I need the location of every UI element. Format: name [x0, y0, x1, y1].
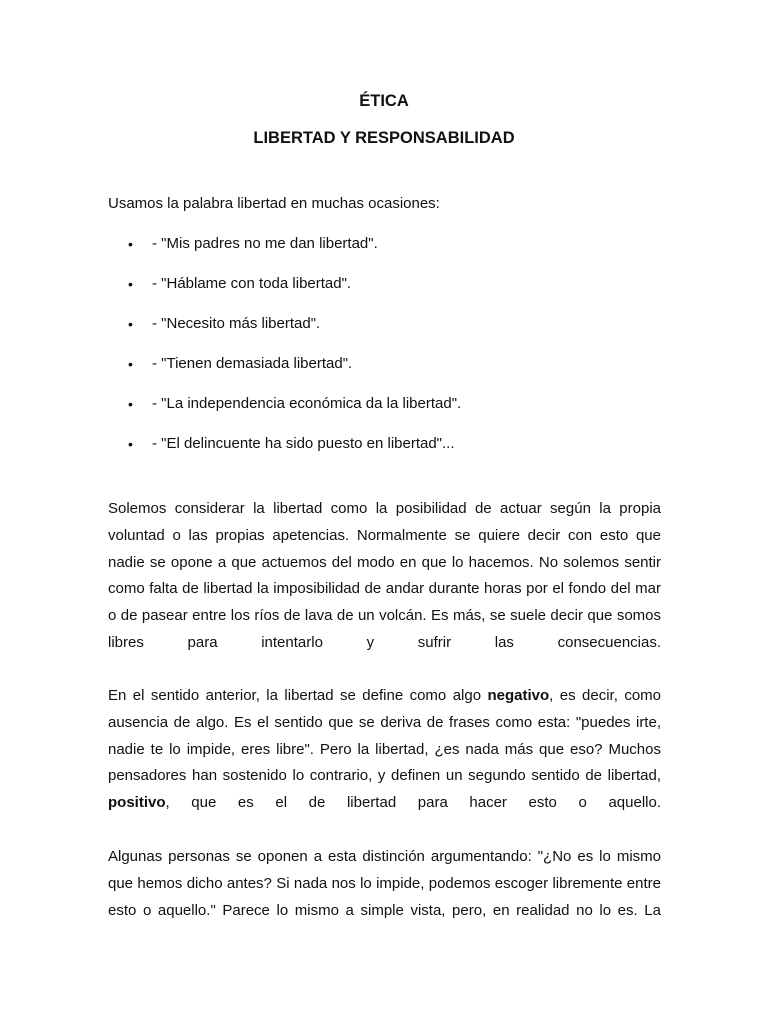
list-item [108, 315, 461, 355]
bold-term-positivo: positivo [108, 794, 166, 812]
list-item [108, 395, 461, 435]
bullet-marker: • [128, 316, 133, 332]
list-item-text: - "Mis padres no me dan libertad". [152, 235, 378, 252]
list-item [108, 435, 461, 475]
list-item-text: - "Tienen demasiada libertad". [152, 355, 353, 372]
paragraph-2-text: , es decir, como ausencia de algo. Es el sentido que se deriva de frases como esta: "puedes irte, nadie te lo impide, eres libre". Pero la libertad, ¿es nada más que eso? Muchos pensadores han sostenido lo contrario, y definen un segundo sentido de libertad, [108, 687, 661, 785]
list-item [108, 275, 461, 315]
list-item-text: - "El delincuente ha sido puesto en libertad"... [152, 435, 455, 452]
list-item-text: - "Necesito más libertad". [152, 315, 321, 332]
bullet-marker: • [128, 396, 133, 412]
bullet-marker: • [128, 236, 133, 252]
document-title: ÉTICA [359, 92, 409, 110]
intro-text: Usamos la palabra libertad en muchas ocasiones: [108, 195, 440, 212]
bold-term-negativo: negativo [487, 687, 550, 704]
list-item [108, 235, 461, 275]
paragraph-2 [108, 683, 661, 817]
bullet-list [108, 235, 461, 475]
bullet-marker: • [128, 276, 133, 292]
bullet-marker: • [128, 356, 133, 372]
list-item-text: - "Háblame con toda libertad". [152, 275, 352, 292]
paragraph-3: Algunas personas se oponen a esta distinción argumentando: "¿No es lo mismo que hemos dicho antes? Si nada nos lo impide, podemos escoger libremente entre esto o aquello." Parece lo mismo a simple vista, pero, en realidad no lo es. La [108, 848, 661, 919]
list-item-text: - "La independencia económica da la libertad". [152, 395, 462, 412]
paragraph-2-text: En el sentido anterior, la libertad se define como algo [108, 687, 488, 704]
paragraph-1: Solemos considerar la libertad como la posibilidad de actuar según la propia voluntad o las propias apetencias. Normalmente se quiere decir con esto que nadie se opone a que actuemos del modo en que lo hacemos. No solemos sentir como falta de libertad la imposibilidad de andar durante horas por el fondo del mar o de pasear entre los ríos de lava de un volcán. Es más, se suele decir que somos libres para intentarlo y sufrir las consecuencias. [108, 500, 661, 651]
bullet-marker: • [128, 436, 133, 452]
list-item [108, 355, 461, 395]
paragraph-2-text: , que es el de libertad para hacer esto o aquello. [165, 794, 661, 812]
document-subtitle: LIBERTAD Y RESPONSABILIDAD [253, 129, 515, 147]
